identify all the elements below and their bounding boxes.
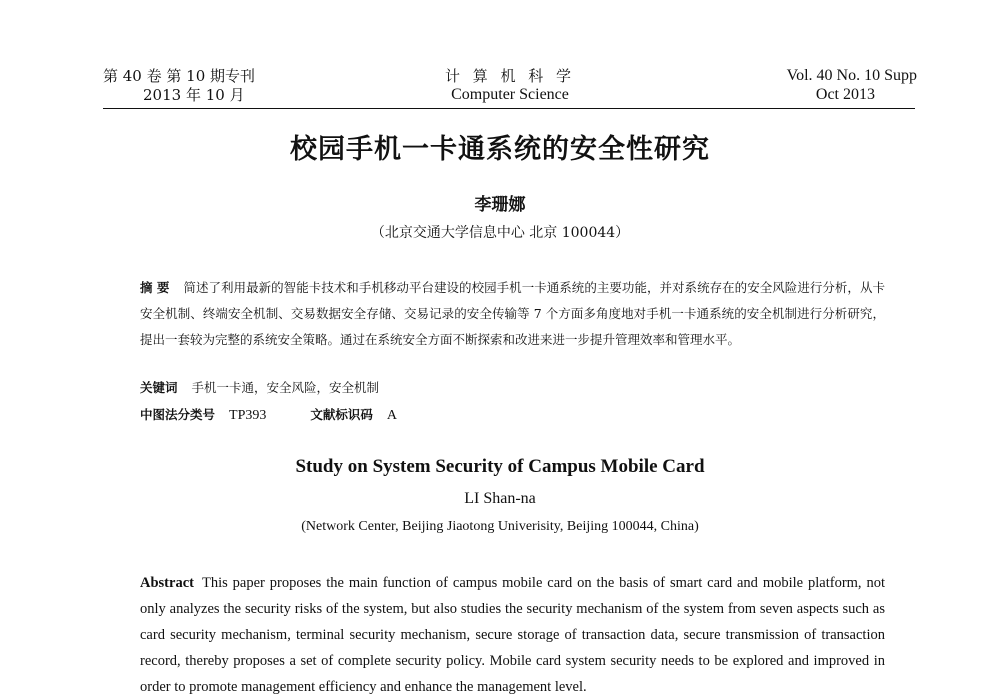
journal-date-en: Oct 2013 bbox=[815, 86, 875, 103]
abstract-cn bbox=[140, 275, 885, 353]
classification-line bbox=[140, 405, 397, 424]
clc-value: TP393 bbox=[229, 408, 267, 423]
doc-code-value: A bbox=[386, 408, 397, 423]
journal-name-en: Computer Science bbox=[451, 86, 569, 103]
doc-code-label: 文献标识码 bbox=[310, 407, 373, 422]
journal-name-cn: 计 算 机 科 学 bbox=[444, 67, 576, 85]
abstract-en bbox=[140, 570, 885, 700]
journal-date-cn: 2013 年 10 月 bbox=[143, 86, 245, 104]
keywords-cn bbox=[140, 378, 379, 396]
affiliation-en: (Network Center, Beijing Jiaotong Univerisity, Beijing 100044, China) bbox=[301, 519, 699, 534]
affiliation-cn: （北京交通大学信息中心 北京 100044） bbox=[370, 225, 630, 241]
journal-volume-cn: 第 40 卷 第 10 期专刊 bbox=[103, 67, 256, 85]
abstract-cn-label: 摘 要 bbox=[140, 280, 170, 295]
author-cn: 李珊娜 bbox=[474, 195, 526, 215]
abstract-cn-text: 简述了利用最新的智能卡技术和手机移动平台建设的校园手机一卡通系统的主要功能，并对系统存在的安全风险进行分析，从卡安全机制、终端安全机制、交易数据安全存储、交易记录的安全传输等 7 个方面多角度地对手机一卡通系统的安全机制进行分析研究，提出一套较为完整的系统安全策略。通过在系统安全方面不断探索和改进来进一步提升管理效率和管理水平。 bbox=[140, 280, 885, 347]
journal-volume-en: Vol. 40 No. 10 Supp bbox=[786, 67, 917, 84]
abstract-en-label: Abstract bbox=[140, 575, 194, 591]
keywords-label: 关键词 bbox=[140, 380, 178, 395]
paper-title-cn: 校园手机一卡通系统的安全性研究 bbox=[290, 134, 710, 165]
header-rule bbox=[103, 108, 915, 109]
paper-title-en: Study on System Security of Campus Mobile Card bbox=[295, 456, 705, 477]
abstract-en-text: This paper proposes the main function of campus mobile card on the basis of smart card and mobile platform, not only analyzes the security risks of the system, but also studies the security mechanism of the system from seven aspects such as card security mechanism, terminal security mechanism, secure storage of transaction data, secure transmission of transaction record, thereby proposes a set of complete security policy. Mobile card system security needs to be explored and improved in order to promote management efficiency and enhance the management level. bbox=[140, 575, 885, 695]
author-en: LI Shan-na bbox=[464, 490, 536, 507]
clc-label: 中图法分类号 bbox=[140, 407, 216, 422]
keywords-text: 手机一卡通，安全风险，安全机制 bbox=[191, 380, 380, 395]
